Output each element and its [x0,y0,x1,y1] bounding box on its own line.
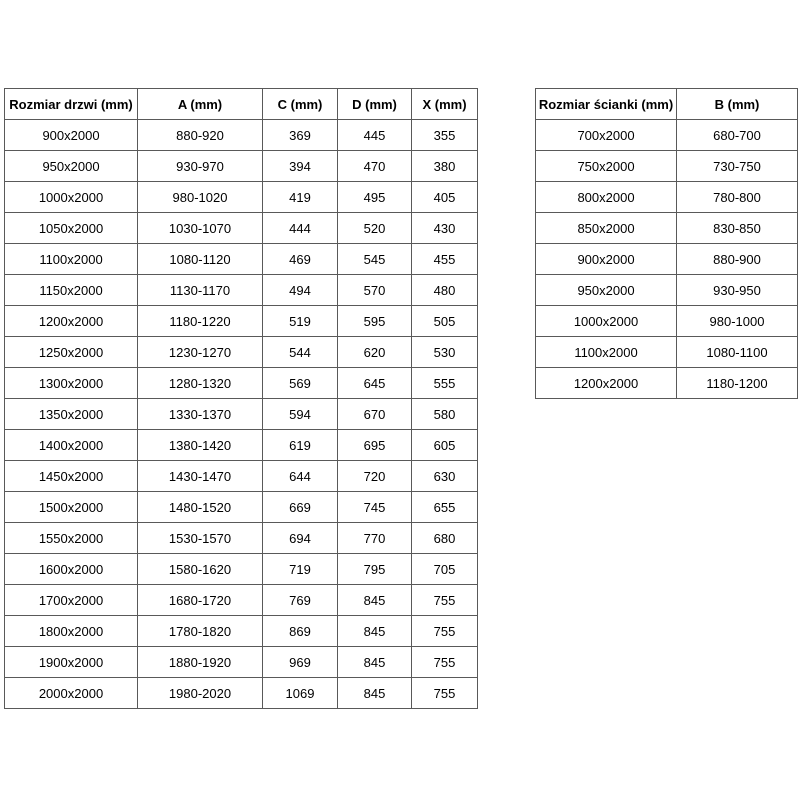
column-header: A (mm) [138,89,263,120]
table-cell: 750x2000 [536,151,677,182]
table-cell: 1180-1220 [138,306,263,337]
table-cell: 555 [412,368,478,399]
table-cell: 900x2000 [536,244,677,275]
table-cell: 470 [338,151,412,182]
table-cell: 845 [338,678,412,709]
table-row [5,244,478,275]
table-cell: 355 [412,120,478,151]
table-cell: 545 [338,244,412,275]
table-cell: 495 [338,182,412,213]
column-header: D (mm) [338,89,412,120]
table-row [536,151,798,182]
table-row [5,430,478,461]
table-cell: 394 [263,151,338,182]
table-row [5,275,478,306]
table-cell: 1069 [263,678,338,709]
table-cell: 980-1000 [677,306,798,337]
table-cell: 419 [263,182,338,213]
table-cell: 845 [338,585,412,616]
table-row [536,275,798,306]
table-cell: 655 [412,492,478,523]
table-cell: 1080-1100 [677,337,798,368]
table-cell: 850x2000 [536,213,677,244]
table-cell: 930-950 [677,275,798,306]
table-cell: 1000x2000 [5,182,138,213]
table-cell: 950x2000 [5,151,138,182]
table-cell: 644 [263,461,338,492]
table-cell: 1880-1920 [138,647,263,678]
table-cell: 900x2000 [5,120,138,151]
table-cell: 1480-1520 [138,492,263,523]
table-cell: 755 [412,585,478,616]
table-cell: 980-1020 [138,182,263,213]
header-row [5,89,478,120]
table-row [5,523,478,554]
table-row [5,120,478,151]
column-header: X (mm) [412,89,478,120]
table-cell: 380 [412,151,478,182]
table-cell: 645 [338,368,412,399]
table-cell: 1030-1070 [138,213,263,244]
table-cell: 1780-1820 [138,616,263,647]
table-cell: 1800x2000 [5,616,138,647]
header-row [536,89,798,120]
table-cell: 1000x2000 [536,306,677,337]
table-row [536,244,798,275]
table-cell: 544 [263,337,338,368]
table-cell: 1430-1470 [138,461,263,492]
table-cell: 1530-1570 [138,523,263,554]
table-row [5,213,478,244]
table-cell: 445 [338,120,412,151]
table-cell: 1100x2000 [5,244,138,275]
table-row [536,213,798,244]
table-cell: 480 [412,275,478,306]
column-header: Rozmiar drzwi (mm) [5,89,138,120]
table-cell: 569 [263,368,338,399]
table-cell: 1130-1170 [138,275,263,306]
table-cell: 695 [338,430,412,461]
table-cell: 620 [338,337,412,368]
table-cell: 700x2000 [536,120,677,151]
table-row [536,182,798,213]
table-cell: 1600x2000 [5,554,138,585]
table-cell: 769 [263,585,338,616]
table-cell: 1150x2000 [5,275,138,306]
table-cell: 720 [338,461,412,492]
table-cell: 694 [263,523,338,554]
table-cell: 670 [338,399,412,430]
table-cell: 1680-1720 [138,585,263,616]
table-cell: 505 [412,306,478,337]
table-cell: 630 [412,461,478,492]
table-cell: 1350x2000 [5,399,138,430]
table-row [536,306,798,337]
table-cell: 2000x2000 [5,678,138,709]
table-cell: 405 [412,182,478,213]
table-row [5,492,478,523]
table-cell: 430 [412,213,478,244]
table-row [536,337,798,368]
table-cell: 1200x2000 [5,306,138,337]
table-cell: 1330-1370 [138,399,263,430]
table-cell: 755 [412,616,478,647]
table-cell: 680 [412,523,478,554]
table-cell: 845 [338,647,412,678]
table-row [5,585,478,616]
table-row [5,647,478,678]
table-cell: 1200x2000 [536,368,677,399]
table-cell: 880-900 [677,244,798,275]
table-cell: 1580-1620 [138,554,263,585]
table-row [5,151,478,182]
table-cell: 669 [263,492,338,523]
table-cell: 869 [263,616,338,647]
table-cell: 494 [263,275,338,306]
table-cell: 680-700 [677,120,798,151]
table-cell: 800x2000 [536,182,677,213]
table-cell: 595 [338,306,412,337]
table-cell: 730-750 [677,151,798,182]
table-cell: 520 [338,213,412,244]
column-header: B (mm) [677,89,798,120]
table-cell: 930-970 [138,151,263,182]
table-row [5,306,478,337]
table-row [5,461,478,492]
table-cell: 1080-1120 [138,244,263,275]
table-row [5,337,478,368]
table-row [5,616,478,647]
table-cell: 619 [263,430,338,461]
table-cell: 605 [412,430,478,461]
table-cell: 1500x2000 [5,492,138,523]
table-cell: 1050x2000 [5,213,138,244]
table-cell: 719 [263,554,338,585]
table-cell: 845 [338,616,412,647]
table-row [536,368,798,399]
wall-size-table [535,88,798,399]
column-header: Rozmiar ścianki (mm) [536,89,677,120]
table-cell: 1400x2000 [5,430,138,461]
table-row [536,120,798,151]
table-cell: 530 [412,337,478,368]
table-cell: 755 [412,678,478,709]
table-cell: 594 [263,399,338,430]
table-cell: 519 [263,306,338,337]
table-cell: 469 [263,244,338,275]
table-cell: 1550x2000 [5,523,138,554]
table-cell: 1980-2020 [138,678,263,709]
table-cell: 830-850 [677,213,798,244]
table-cell: 1380-1420 [138,430,263,461]
table-cell: 1450x2000 [5,461,138,492]
table-cell: 1180-1200 [677,368,798,399]
table-cell: 1100x2000 [536,337,677,368]
table-cell: 369 [263,120,338,151]
table-cell: 770 [338,523,412,554]
table-cell: 705 [412,554,478,585]
table-cell: 950x2000 [536,275,677,306]
table-row [5,182,478,213]
table-cell: 1700x2000 [5,585,138,616]
table-cell: 1250x2000 [5,337,138,368]
table-cell: 795 [338,554,412,585]
table-cell: 455 [412,244,478,275]
table-cell: 755 [412,647,478,678]
door-size-table [4,88,478,709]
column-header: C (mm) [263,89,338,120]
table-cell: 780-800 [677,182,798,213]
table-cell: 1900x2000 [5,647,138,678]
table-cell: 880-920 [138,120,263,151]
table-cell: 580 [412,399,478,430]
table-cell: 1280-1320 [138,368,263,399]
table-row [5,399,478,430]
table-cell: 444 [263,213,338,244]
table-row [5,368,478,399]
table-cell: 1300x2000 [5,368,138,399]
table-cell: 745 [338,492,412,523]
table-row [5,678,478,709]
table-cell: 969 [263,647,338,678]
table-cell: 1230-1270 [138,337,263,368]
table-cell: 570 [338,275,412,306]
table-row [5,554,478,585]
